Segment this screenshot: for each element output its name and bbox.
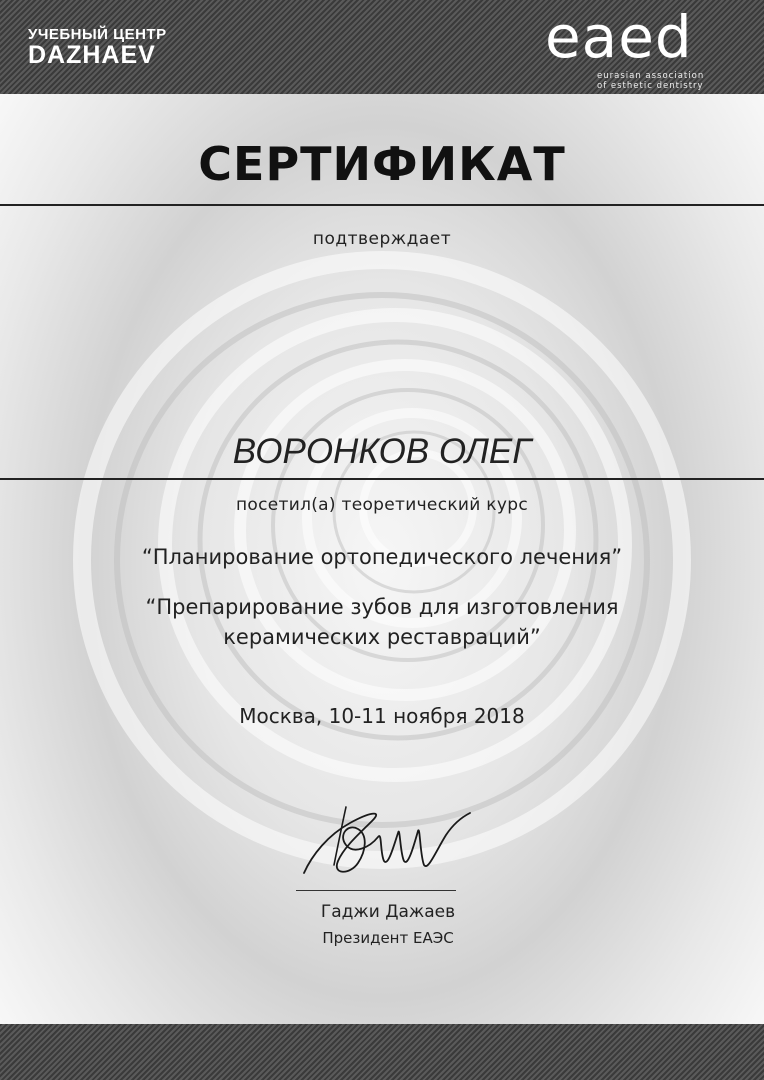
logo-line-dazhaev: DAZHAEV (28, 41, 156, 69)
place-and-date: Москва, 10-11 ноября 2018 (239, 704, 525, 728)
dazhaev-center-logo (28, 26, 167, 70)
certificate-title: СЕРТИФИКАТ (198, 137, 566, 191)
title-divider (0, 204, 764, 206)
attended-text: посетил(а) теоретический курс (236, 495, 528, 515)
eaed-logo (545, 3, 735, 94)
course-title-1: “Планирование ортопедического лечения” (141, 545, 623, 569)
name-divider (0, 478, 764, 480)
bottom-decorative-band (0, 1024, 764, 1080)
eaed-tagline-2: of esthetic dentistry (597, 81, 704, 91)
logo-line-training-center: УЧЕБНЫЙ ЦЕНТР (28, 26, 167, 43)
eaed-tagline-1: eurasian association (597, 71, 705, 81)
signatory-role: Президент ЕАЭС (322, 929, 454, 947)
course-title-2-line-1: “Препарирование зубов для изготовления (145, 595, 619, 619)
course-title-2-line-2: керамических реставраций” (223, 625, 541, 649)
eaed-wordmark: eaed (545, 3, 693, 71)
confirms-text: подтверждает (312, 229, 452, 249)
signature-line (296, 890, 456, 891)
signature (298, 795, 478, 885)
signatory-name: Гаджи Дажаев (320, 902, 456, 922)
recipient-name: ВОРОНКОВ ОЛЕГ (232, 432, 532, 471)
